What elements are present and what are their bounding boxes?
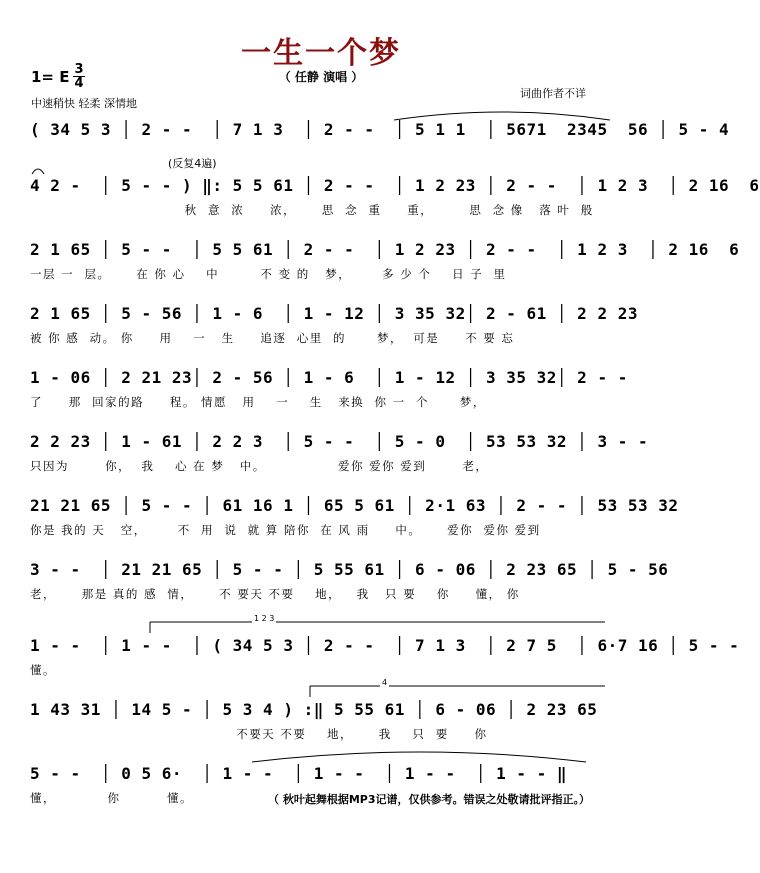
- score-row-10-notes: 1 43 31 │ 14 5 - │ 5 3 4 ) :‖ 5 55 61 │ 6 - 06 │ 2 23 65: [30, 700, 598, 719]
- score-row-3-notes: 2 1 65 │ 5 - - │ 5 5 61 │ 2 - - │ 1 2 23 │ 2 - - │ 1 2 3 │ 2 16 6: [30, 240, 740, 259]
- score-row-7-lyrics: 你是 我的 天 空， 不 用 说 就 算 陪你 在 风 雨 中。 爱你 爱你 爱到: [30, 523, 541, 537]
- score-row-5-lyrics: 了 那 回家的路 程。 情愿 用 一 生 来换 你 一 个 梦，: [30, 395, 486, 409]
- tie-arc-final: [250, 748, 590, 764]
- repeat-note: (反复4遍): [168, 157, 217, 170]
- key-signature: 1= E: [31, 68, 70, 86]
- score-row-3-lyrics: 一层 一 层。 在 你 心 中 不 变 的 梦， 多 少 个 日 子 里: [30, 267, 507, 281]
- score-row-10-lyrics: 不要天 不要 地， 我 只 要 你: [30, 727, 488, 741]
- score-row-7-notes: 21 21 65 │ 5 - - │ 61 16 1 │ 65 5 61 │ 2·1 63 │ 2 - - │ 53 53 32: [30, 496, 679, 515]
- score-row-8-notes: 3 - - │ 21 21 65 │ 5 - - │ 5 55 61 │ 6 - 06 │ 2 23 65 │ 5 - 56: [30, 560, 669, 579]
- slur-arc-row1: [392, 108, 612, 122]
- score-row-11-lyrics: 懂， 你 懂。: [30, 791, 193, 805]
- score-row-4-notes: 2 1 65 │ 5 - 56 │ 1 - 6 │ 1 - 12 │ 3 35 32│ 2 - 61 │ 2 2 23: [30, 304, 638, 323]
- score-row-2-lyrics: 秋 意 浓 浓， 思 念 重 重， 思 念 像 落 叶 般: [30, 203, 594, 217]
- time-signature: [73, 63, 85, 90]
- singer-credit: （ 任静 演唱 ）: [278, 70, 364, 84]
- author-note: 词曲作者不详: [520, 87, 586, 100]
- score-row-8-lyrics: 老， 那是 真的 感 情， 不 要天 不要 地， 我 只 要 你 懂， 你: [30, 587, 520, 601]
- score-row-2-notes: 4 2 - │ 5 - - ) ‖: 5 5 61 │ 2 - - │ 1 2 23 │ 2 - - │ 1 2 3 │ 2 16 6: [30, 176, 760, 195]
- score-row-4-lyrics: 被 你 感 动。 你 用 一 生 追逐 心里 的 梦， 可是 不 要 忘: [30, 331, 515, 345]
- time-signature-top: 3: [74, 62, 84, 77]
- volta-bracket-123: [150, 613, 610, 633]
- tempo-marking: 中速稍快 轻柔 深情地: [31, 97, 137, 110]
- slur-arc-row2: [30, 162, 46, 176]
- score-row-6-notes: 2 2 23 │ 1 - 61 │ 2 2 3 │ 5 - - │ 5 - 0 │ 53 53 32 │ 3 - -: [30, 432, 649, 451]
- score-row-5-notes: 1 - 06 │ 2 21 23│ 2 - 56 │ 1 - 6 │ 1 - 12 │ 3 35 32│ 2 - -: [30, 368, 628, 387]
- score-row-9-notes: 1 - - │ 1 - - │ ( 34 5 3 │ 2 - - │ 7 1 3 │ 2 7 5 │ 6·7 16 │ 5 - -: [30, 636, 740, 655]
- score-row-1-notes: ( 34 5 3 │ 2 - - │ 7 1 3 │ 2 - - │ 5 1 1 │ 5671 2345 56 │ 5 - 4: [30, 120, 730, 139]
- score-row-11-notes: 5 - - │ 0 5 6· │ 1 - - │ 1 - - │ 1 - - │ 1 - - ‖: [30, 764, 568, 783]
- footnote: （ 秋叶起舞根据MP3记谱，仅供参考。错误之处敬请批评指正。）: [268, 793, 590, 806]
- volta-label-123: 1 2 3: [254, 614, 275, 623]
- score-row-9-lyrics: 懂。: [30, 663, 56, 677]
- volta-bracket-4: [310, 677, 610, 697]
- volta-label-4: 4: [382, 678, 388, 687]
- time-signature-bottom: 4: [74, 76, 84, 91]
- score-row-6-lyrics: 只因为 你， 我 心 在 梦 中。 爱你 爱你 爱到 老，: [30, 459, 489, 473]
- song-title: 一生一个梦: [241, 36, 401, 71]
